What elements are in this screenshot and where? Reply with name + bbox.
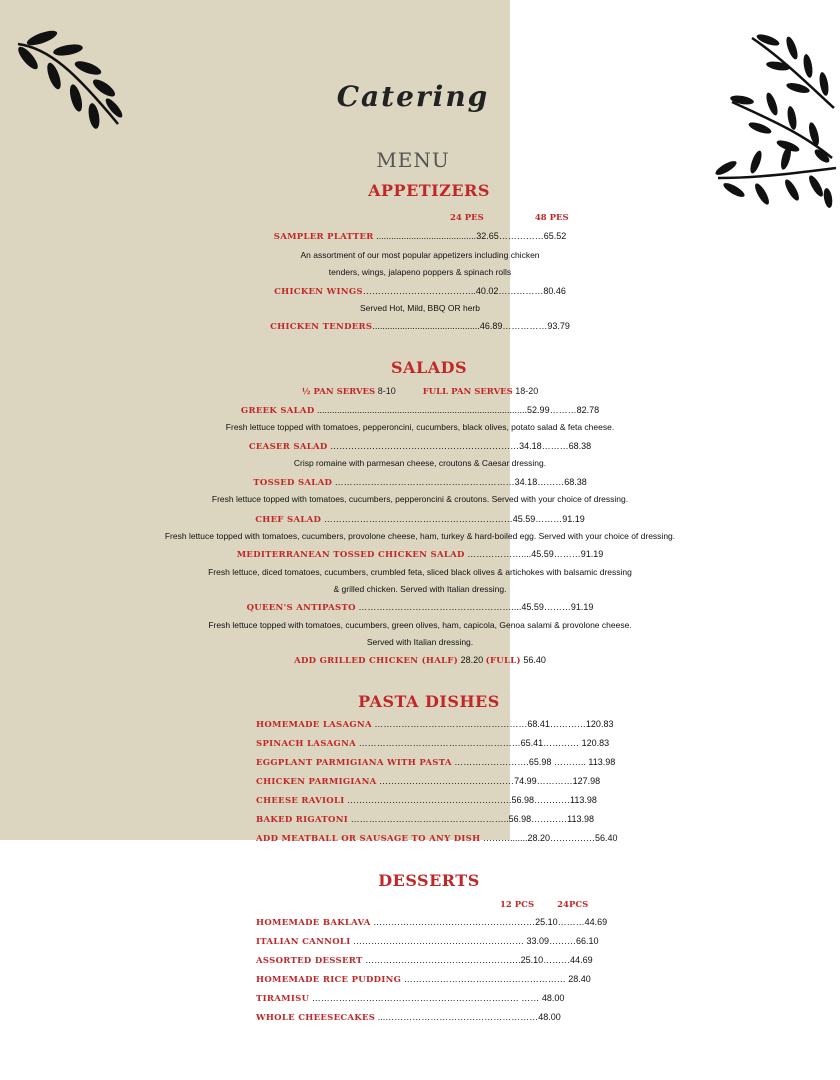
col-48-pes: 48 PES (534, 213, 569, 223)
sampler-description-2: tenders, wings, jalapeno poppers & spinach rolls (328, 267, 512, 277)
antipasto-description-2: Served with Italian dressing. (366, 637, 474, 647)
chef-description: Fresh lettuce topped with tomatoes, cucumbers, provolone cheese, ham, turkey & hard-boiled egg. Served with your choice of dressing. (164, 531, 676, 541)
menu-subtitle: MENU (376, 148, 450, 172)
mediterranean-description-2: & grilled chicken. Served with Italian dressing. (333, 584, 507, 594)
menu-item-chicken-wings: CHICKEN WINGS………………………………..40.02……………80.46 (274, 286, 566, 297)
sampler-description-1: An assortment of our most popular appetizers including chicken (300, 250, 540, 260)
salads-heading: SALADS (390, 358, 468, 377)
menu-item-pasta: ADD MEATBALL OR SAUSAGE TO ANY DISH ……….......28.20……………56.40 (256, 833, 618, 844)
salads-serving-headers: ½ PAN SERVES 8-10 FULL PAN SERVES 18-20 (301, 386, 539, 397)
col-24-pes: 24 PES (450, 213, 484, 223)
desserts-column-headers: 12 PCS 24PCS (500, 900, 589, 910)
menu-item-dessert: HOMEMADE BAKLAVA ………………………………………………25.10………44.69 (256, 917, 608, 928)
menu-item-pasta: HOMEMADE LASAGNA ……………………………………………68.41…………120.83 (256, 719, 614, 730)
menu-item-pasta: SPINACH LASAGNA ………………………………………………65.41………… 120.83 (256, 738, 610, 749)
menu-item-tossed-salad: TOSSED SALAD ……………………………………………………34.18………68.38 (253, 477, 587, 488)
menu-item-pasta: EGGPLANT PARMIGIANA WITH PASTA …………………….65.98 ……….. 113.98 (256, 757, 616, 768)
page-title: Catering (336, 80, 490, 113)
menu-item-dessert: WHOLE CHEESECAKES ...……………………………………………48.00 (256, 1012, 561, 1023)
desserts-heading: DESSERTS (378, 871, 480, 890)
add-grilled-chicken-line: ADD GRILLED CHICKEN (HALF) 28.20 (FULL) 56.40 (294, 655, 546, 666)
greek-description: Fresh lettuce topped with tomatoes, pepperoncini, cucumbers, black olives, potato salad & feta cheese. (225, 422, 615, 432)
menu-item-chicken-tenders: CHICKEN TENDERS...........................................46.89……………93.79 (270, 321, 570, 332)
antipasto-description-1: Fresh lettuce topped with tomatoes, cucumbers, green olives, ham, capicola, Genoa salami & provolone cheese. (208, 620, 632, 630)
appetizers-heading: APPETIZERS (368, 181, 490, 200)
menu-item-dessert: HOMEMADE RICE PUDDING ……………………………………………… 28.40 (256, 974, 591, 985)
menu-item-dessert: ITALIAN CANNOLI ………………………………………………… 33.09………66.10 (256, 936, 599, 947)
tossed-description: Fresh lettuce topped with tomatoes, cucumbers, pepperoncini & croutons. Served with your choice of dressing. (211, 494, 629, 504)
menu-item-dessert: TIRAMISU …………………………………………………………… …… 48.00 (256, 993, 565, 1004)
appetizers-column-headers (450, 211, 569, 224)
menu-item-pasta: CHICKEN PARMIGIANA ………………………………………74.99…………127.98 (256, 776, 601, 787)
pasta-heading: PASTA DISHES (358, 692, 500, 711)
menu-item-pasta: CHEESE RAVIOLI ……………………………………………….56.98…………113.98 (256, 795, 597, 806)
mediterranean-description-1: Fresh lettuce, diced tomatoes, cucumbers, crumbled feta, sliced black olives & artichokes with balsamic dressing (208, 567, 632, 577)
ceaser-description: Crisp romaine with parmesan cheese, croutons & Caesar dressing. (293, 458, 547, 468)
menu-item-chef-salad: CHEF SALAD ………………………………………………………45.59………91.19 (255, 514, 585, 525)
menu-item-pasta: BAKED RIGATONI ……………………………………………..56.98…………113.98 (256, 814, 594, 825)
menu-item-dessert: ASSORTED DESSERT …………………………………………….25.10………44.69 (256, 955, 593, 966)
menu-item-mediterranean-salad: MEDITERRANEAN TOSSED CHICKEN SALAD ………………....45.59………91.19 (236, 549, 604, 560)
menu-item-ceaser-salad: CEASER SALAD ………………………………………………………34.18………68.38 (248, 441, 592, 452)
menu-item-greek-salad: GREEK SALAD ....................................................................................52.99………82.78 (240, 405, 600, 416)
menu-item-queens-antipasto: QUEEN'S ANTIPASTO ……………………………………………....45.59………91.19 (246, 602, 594, 613)
menu-item-sampler-platter: SAMPLER PLATTER ........................................32.65……………65.52 (273, 231, 567, 242)
wings-description: Served Hot, Mild, BBQ OR herb (360, 303, 480, 313)
